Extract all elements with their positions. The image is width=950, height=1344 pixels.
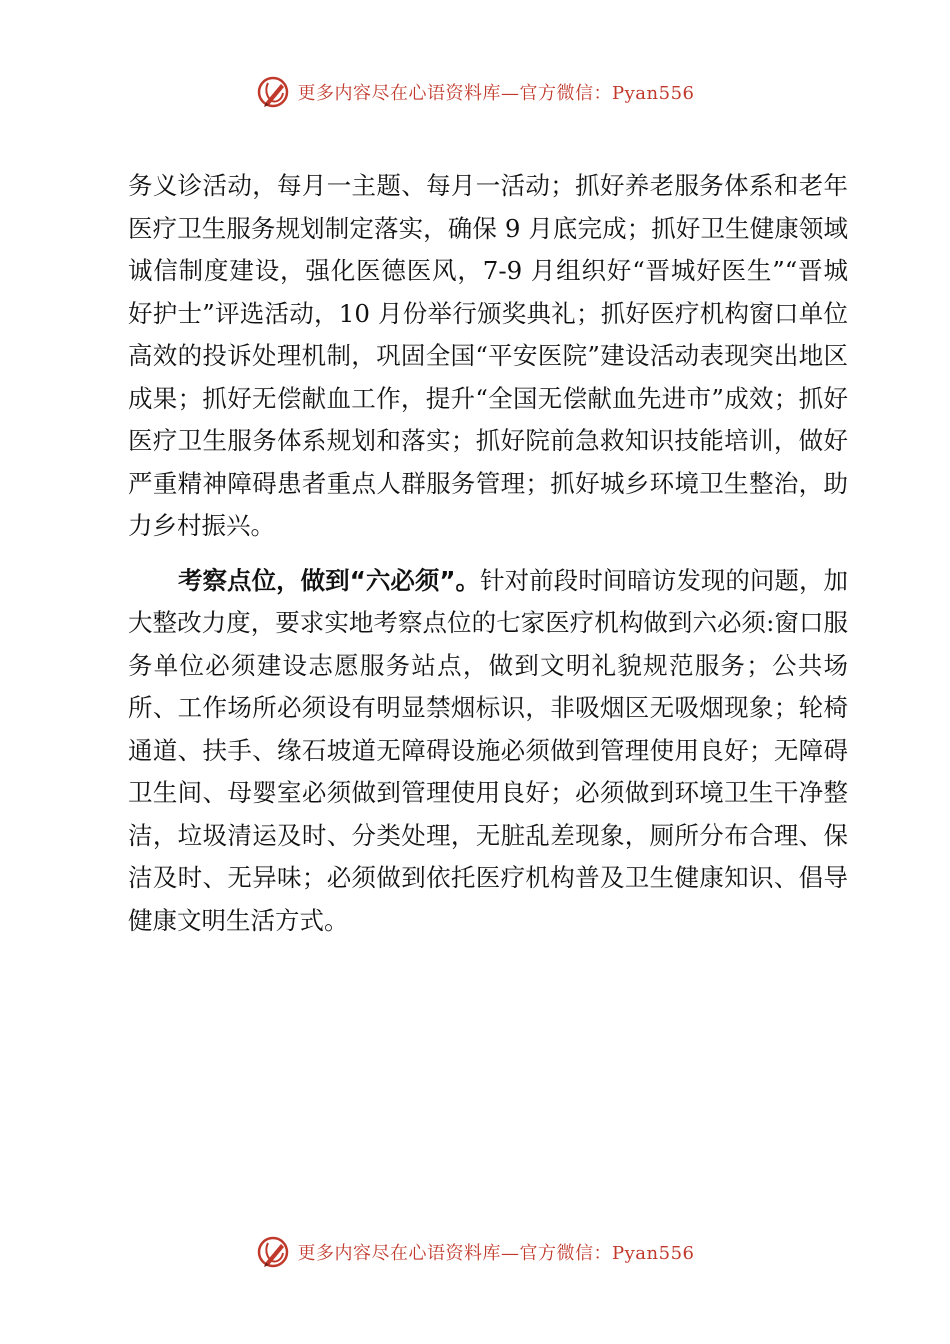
paragraph-lead-heading: 考察点位，做到“六必须”。 (178, 565, 481, 595)
footer-watermark (0, 1232, 950, 1272)
document-body (128, 165, 848, 942)
header-watermark-text: 更多内容尽在心语资料库—官方微信：Pyan556 (297, 83, 695, 104)
paragraph-six-musts-text: 针对前段时间暗访发现的问题，加大整改力度，要求实地考察点位的七家医疗机构做到六必须:窗口服务单位必须建设志愿服务站点，做到文明礼貌规范服务；公共场所、工作场所必须设有明显禁烟标识，非吸烟区无吸烟现象；轮椅通道、扶手、缘石坡道无障碍设施必须做到管理使用良好；无障碍卫生间、母婴室必须做到管理使用良好；必须做到环境卫生干净整洁，垃圾清运及时、分类处理，无脏乱差现象，厕所分布合理、保洁及时、无异味；必须做到依托医疗机构普及卫生健康知识、倡导健康文明生活方式。 (128, 565, 849, 935)
paragraph-six-musts (128, 560, 848, 943)
pen-on-circle-logo-icon (256, 1235, 290, 1269)
paragraph-continuation: 务义诊活动，每月一主题、每月一活动；抓好养老服务体系和老年医疗卫生服务规划制定落实，确保 9 月底完成；抓好卫生健康领域诚信制度建设，强化医德医风，7-9 月组织好“晋城好医生”“晋城好护士”评选活动，10 月份举行颁奖典礼；抓好医疗机构窗口单位高效的投诉处理机制，巩固全国“平安医院”建设活动表现突出地区成果；抓好无偿献血工作，提升“全国无偿献血先进市”成效；抓好医疗卫生服务体系规划和落实；抓好院前急救知识技能培训，做好严重精神障碍患者重点人群服务管理；抓好城乡环境卫生整治，助力乡村振兴。 (128, 171, 848, 540)
footer-watermark-text: 更多内容尽在心语资料库—官方微信：Pyan556 (297, 1243, 695, 1264)
pen-on-circle-logo-icon (256, 75, 290, 109)
header-watermark (0, 72, 950, 112)
